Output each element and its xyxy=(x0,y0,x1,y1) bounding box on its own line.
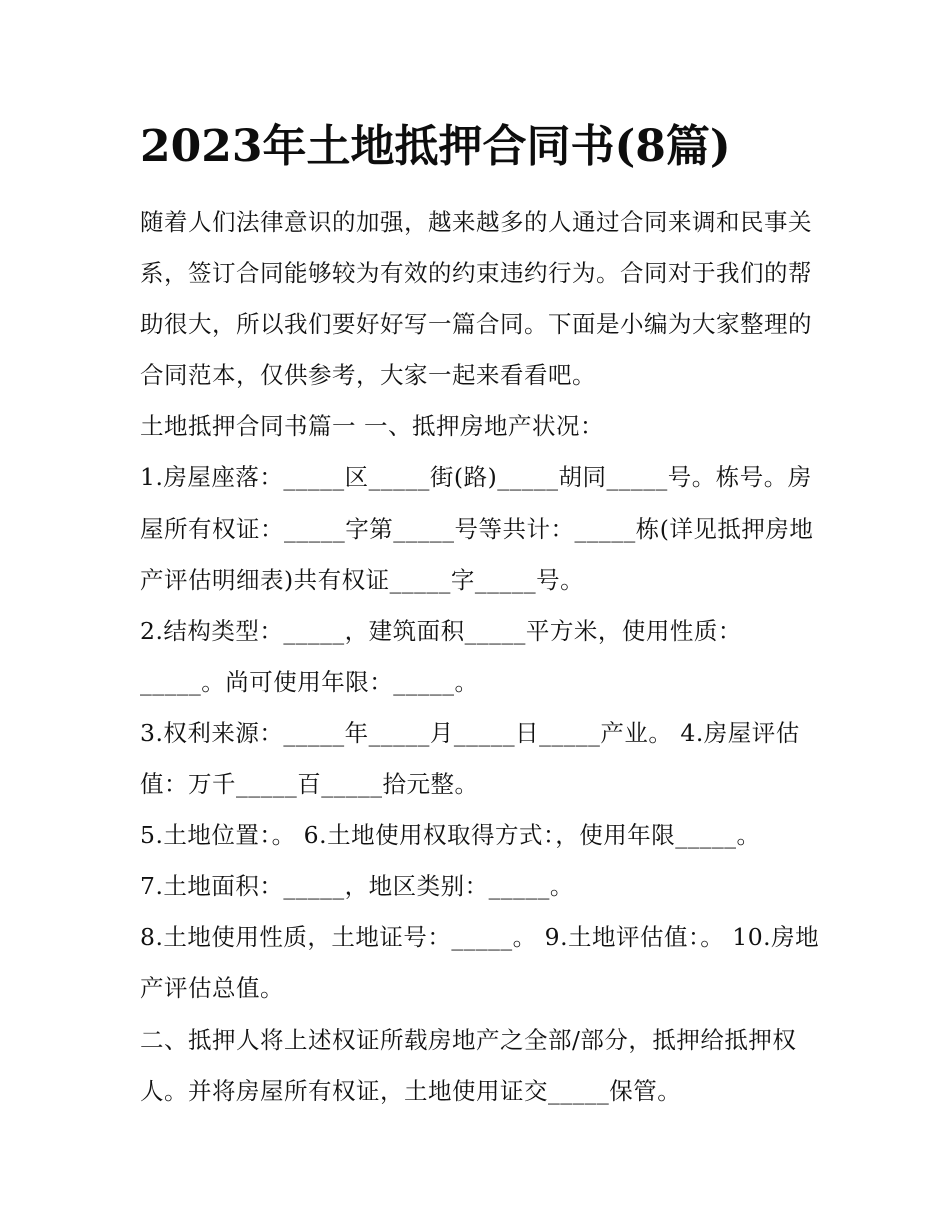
document-title: 2023年土地抵押合同书(8篇) xyxy=(140,121,731,172)
section-two-paragraph: 二、抵押人将上述权证所载房地产之全部/部分，抵押给抵押权人。并将房屋所有权证，土地使用证交_____保管。 xyxy=(140,1025,797,1105)
clause-paragraph-7: 7.土地面积：_____，地区类别：_____。 xyxy=(140,872,574,901)
clause-paragraph-1: 1.房屋座落：_____区_____街(路)_____胡同_____号。栋号。房屋所有权证：_____字第_____号等共计：_____栋(详见抵押房地产评估明细表)共有权证_____字_____号。 xyxy=(140,463,814,594)
clause-paragraph-2: 2.结构类型：_____，建筑面积_____平方米，使用性质：_____。尚可使用年限：_____。 xyxy=(140,616,742,696)
clause-paragraph-5-6: 5.土地位置：。 6.土地使用权取得方式：，使用年限_____。 xyxy=(140,821,761,850)
section-heading-paragraph: 土地抵押合同书篇一 一、抵押房地产状况： xyxy=(140,412,604,441)
clause-paragraph-8-10: 8.土地使用性质，土地证号：_____。 9.土地评估值：。 10.房地产评估总值。 xyxy=(140,923,820,1003)
document-body xyxy=(140,197,820,1117)
clause-paragraph-3-4: 3.权利来源：_____年_____月_____日_____产业。 4.房屋评估值：万千_____百_____拾元整。 xyxy=(140,718,800,799)
intro-paragraph: 随着人们法律意识的加强，越来越多的人通过合同来调和民事关系，签订合同能够较为有效的约束违约行为。合同对于我们的帮助很大，所以我们要好好写一篇合同。下面是小编为大家整理的合同范本，仅供参考，大家一起来看看吧。 xyxy=(140,208,812,390)
